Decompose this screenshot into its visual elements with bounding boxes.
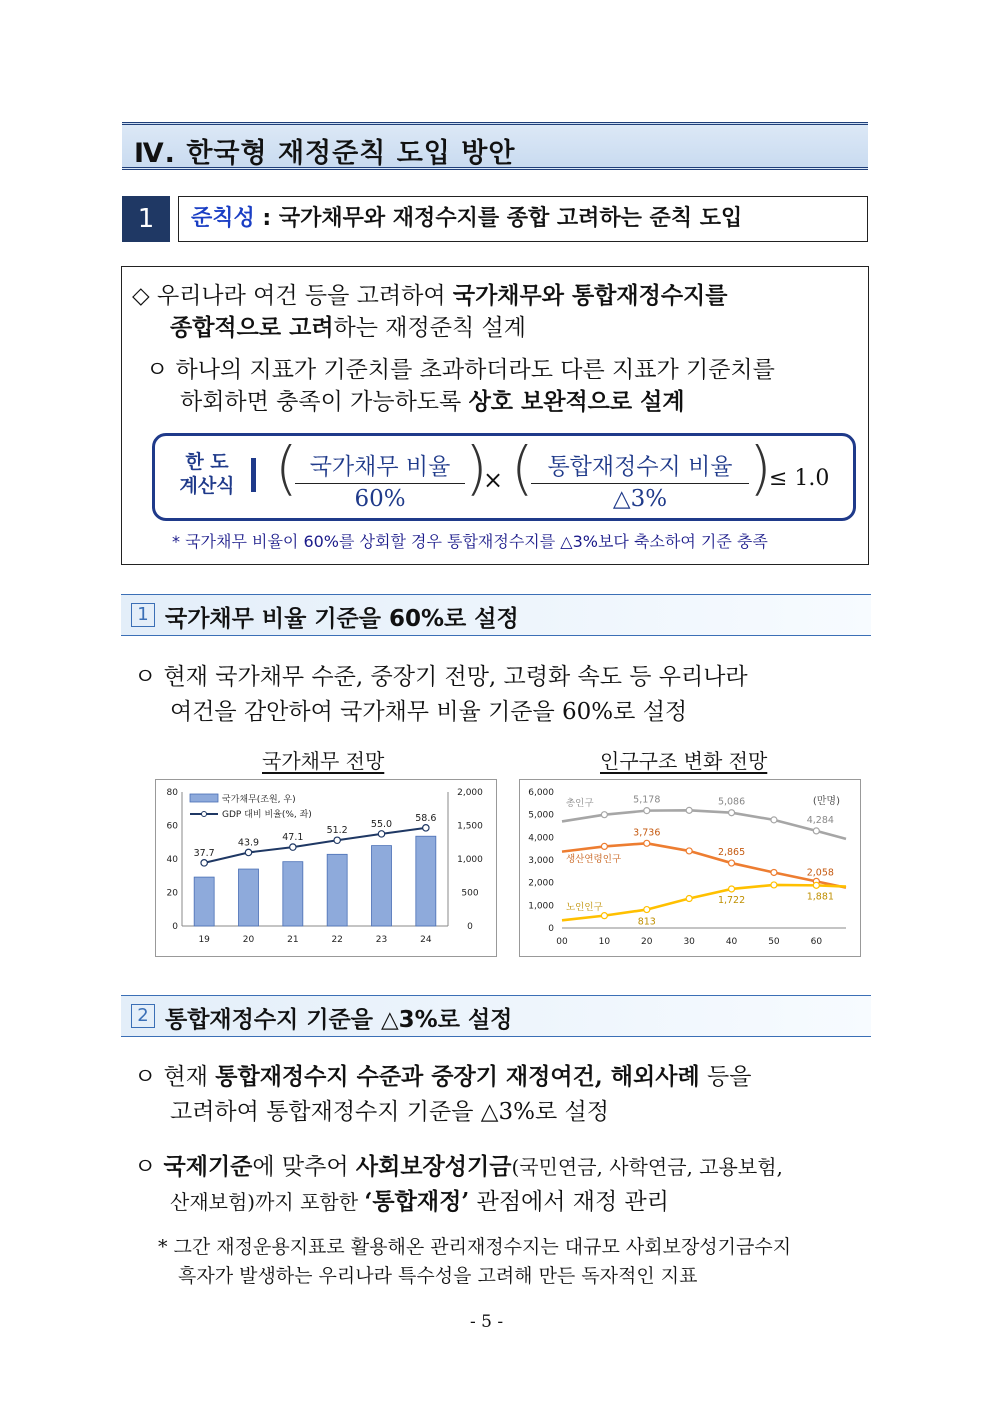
- y-tick: 2,000: [528, 878, 554, 889]
- sub2-line-1: ㅇ 현재 통합재정수지 수준과 중장기 재정여건, 해외사례 등을: [134, 1063, 752, 1090]
- page-number: - 5 -: [470, 1312, 504, 1332]
- summary-line-3: ㅇ 하나의 지표가 기준치를 초과하더라도 다른 지표가 기준치를: [146, 357, 775, 383]
- fraction-balance: 통합재정수지 비율 △3%: [531, 448, 749, 512]
- summary-line-1: ◇ 우리나라 여건 등을 고려하여 국가채무와 통합재정수지를: [132, 282, 728, 309]
- x-tick: 10: [598, 937, 611, 947]
- fraction-debt: 국가채무 비율 60%: [295, 448, 465, 512]
- sub2-line-3: ㅇ 국제기준에 맞추어 사회보장성기금(국민연금, 사학연금, 고용보험,: [134, 1153, 783, 1180]
- data-label: 2,058: [806, 867, 834, 879]
- formula-label: 한 도 계산식: [179, 451, 235, 497]
- series-point: [813, 828, 819, 834]
- data-label: 1,881: [806, 891, 834, 903]
- x-tick: 24: [420, 935, 432, 945]
- chart-right-title: 인구구조 변화 전망: [600, 749, 768, 773]
- chart-left-title: 국가채무 전망: [262, 749, 385, 773]
- series-point: [729, 860, 735, 866]
- series-point: [771, 869, 777, 875]
- y-tick: 4,000: [528, 833, 554, 844]
- debt-chart-frame: [155, 779, 497, 957]
- debt-bar: [283, 862, 303, 926]
- y-tick-left: 60: [166, 821, 178, 832]
- x-tick: 40: [725, 937, 738, 947]
- y-tick: 3,000: [528, 856, 554, 866]
- summary-line-4: 하회하면 충족이 가능하도록 상호 보완적으로 설계: [180, 388, 685, 415]
- series-point: [771, 882, 777, 888]
- y-tick-right: 1,500: [457, 821, 483, 832]
- ratio-point: [245, 849, 251, 855]
- data-label: 2,865: [717, 847, 746, 859]
- sub2-line-4: 산재보험)까지 포함한 ‘통합재정’ 관점에서 재정 관리: [170, 1188, 669, 1215]
- series-name: 총인구: [566, 798, 594, 809]
- formula-separator: [251, 458, 256, 492]
- sub1-line-2: 여건을 감안하여 국가채무 비율 기준을 60%로 설정: [170, 699, 688, 725]
- data-label: 5,178: [633, 794, 661, 806]
- series-point: [601, 913, 607, 919]
- x-tick: 21: [287, 935, 299, 945]
- sub2-note-1: * 그간 재정운용지표로 활용해온 관리재정수지는 대규모 사회보장성기금수지: [158, 1236, 792, 1258]
- series-point: [686, 848, 692, 854]
- y-tick: 1,000: [528, 901, 554, 912]
- series-point: [686, 896, 692, 902]
- y-tick: 0: [548, 924, 554, 934]
- series-point: [686, 807, 692, 813]
- subheading-2-number: 2: [131, 1004, 155, 1028]
- data-label: 1,722: [717, 894, 746, 906]
- x-tick: 22: [331, 935, 343, 945]
- series-point: [644, 808, 650, 814]
- debt-chart: [156, 780, 496, 956]
- paren-close-2: ): [749, 434, 772, 502]
- unit-label: (만명): [812, 796, 840, 807]
- summary-line-2: 종합적으로 고려하는 재정준칙 설계: [170, 314, 526, 341]
- ratio-label: 58.6: [415, 812, 437, 824]
- x-tick: 30: [683, 937, 695, 947]
- formula-box: [152, 433, 856, 521]
- ratio-point: [334, 837, 340, 843]
- y-tick-right: 500: [461, 888, 479, 899]
- x-tick: 20: [641, 937, 653, 947]
- legend-bar-swatch: [190, 794, 218, 802]
- subheading-1-title: 국가채무 비율 기준을 60%로 설정: [165, 606, 519, 632]
- paren-open-1: (: [275, 434, 298, 502]
- ratio-point: [378, 831, 384, 837]
- ratio-label: 55.0: [370, 818, 393, 830]
- x-tick: 00: [556, 937, 568, 947]
- series-point: [601, 843, 607, 849]
- y-tick-right: 2,000: [457, 788, 483, 798]
- y-tick-right: 0: [467, 922, 473, 932]
- y-tick-left: 20: [166, 888, 178, 899]
- y-tick-right: 1,000: [457, 855, 483, 865]
- population-chart-frame: [519, 779, 861, 957]
- debt-bar: [416, 836, 436, 926]
- ratio-label: 51.2: [326, 825, 348, 837]
- debt-bar: [239, 869, 259, 926]
- series-point: [644, 907, 650, 913]
- series-point: [644, 840, 650, 846]
- series-name: 생산연령인구: [566, 854, 622, 865]
- ratio-point: [290, 844, 296, 850]
- subheading-2: [121, 995, 871, 1037]
- y-tick: 5,000: [528, 810, 554, 821]
- debt-bar: [372, 846, 392, 926]
- sub2-note-2: 흑자가 발생하는 우리나라 특수성을 고려해 만든 독자적인 지표: [178, 1265, 698, 1287]
- series-point: [813, 882, 819, 888]
- paren-close-1: ): [465, 434, 488, 502]
- y-tick-left: 0: [172, 922, 178, 932]
- x-tick: 23: [375, 935, 388, 945]
- ratio-label: 47.1: [282, 832, 304, 844]
- sub2-line-2: 고려하여 통합재정수지 기준을 △3%로 설정: [170, 1099, 609, 1125]
- paren-open-2: (: [511, 434, 534, 502]
- summary-note: * 국가채무 비율이 60%를 상회할 경우 통합재정수지를 △3%보다 축소하여 기준 충족: [172, 532, 768, 551]
- x-tick: 50: [768, 937, 780, 947]
- series-point: [601, 812, 607, 818]
- y-tick-left: 40: [166, 855, 178, 865]
- y-tick: 6,000: [528, 788, 554, 798]
- heading-accent: 준칙성: [191, 206, 255, 231]
- ratio-label: 37.7: [193, 847, 215, 859]
- sub1-line-1: ㅇ 현재 국가채무 수준, 중장기 전망, 고령화 속도 등 우리나라: [134, 664, 748, 690]
- series-point: [729, 886, 735, 892]
- data-label: 3,736: [633, 827, 661, 839]
- formula-limit: ≤ 1.0: [769, 466, 830, 491]
- x-tick: 60: [810, 937, 823, 947]
- debt-bar: [327, 854, 347, 926]
- data-label: 5,086: [717, 796, 746, 808]
- series-point: [771, 817, 777, 823]
- debt-bar: [194, 877, 214, 926]
- x-tick: 20: [242, 935, 255, 945]
- section-title-bar: [122, 122, 868, 170]
- times-sign: ×: [483, 466, 504, 494]
- ratio-label: 43.9: [237, 837, 260, 849]
- section-title: Ⅳ. 한국형 재정준칙 도입 방안: [134, 138, 516, 169]
- x-tick: 19: [198, 935, 210, 945]
- heading-title: 준칙성 : 국가채무와 재정수지를 종합 고려하는 준칙 도입: [178, 196, 868, 242]
- heading-text: 국가채무와 재정수지를 종합 고려하는 준칙 도입: [278, 206, 743, 231]
- heading-number: 1: [122, 196, 170, 242]
- data-label: 4,284: [806, 814, 834, 826]
- legend-line-label: GDP 대비 비율(%, 좌): [222, 810, 312, 820]
- population-chart: [520, 780, 860, 956]
- ratio-point: [201, 860, 207, 866]
- ratio-point: [423, 825, 429, 831]
- subheading-1-number: 1: [131, 603, 155, 627]
- series-name: 노인인구: [566, 902, 603, 913]
- y-tick-left: 80: [166, 788, 178, 798]
- subheading-1: [121, 594, 871, 636]
- legend-bar-label: 국가채무(조원, 우): [222, 795, 296, 805]
- data-label: 813: [637, 916, 656, 928]
- series-point: [729, 810, 735, 816]
- legend-line-marker: [202, 812, 207, 817]
- subheading-2-title: 통합재정수지 기준을 △3%로 설정: [165, 1007, 513, 1033]
